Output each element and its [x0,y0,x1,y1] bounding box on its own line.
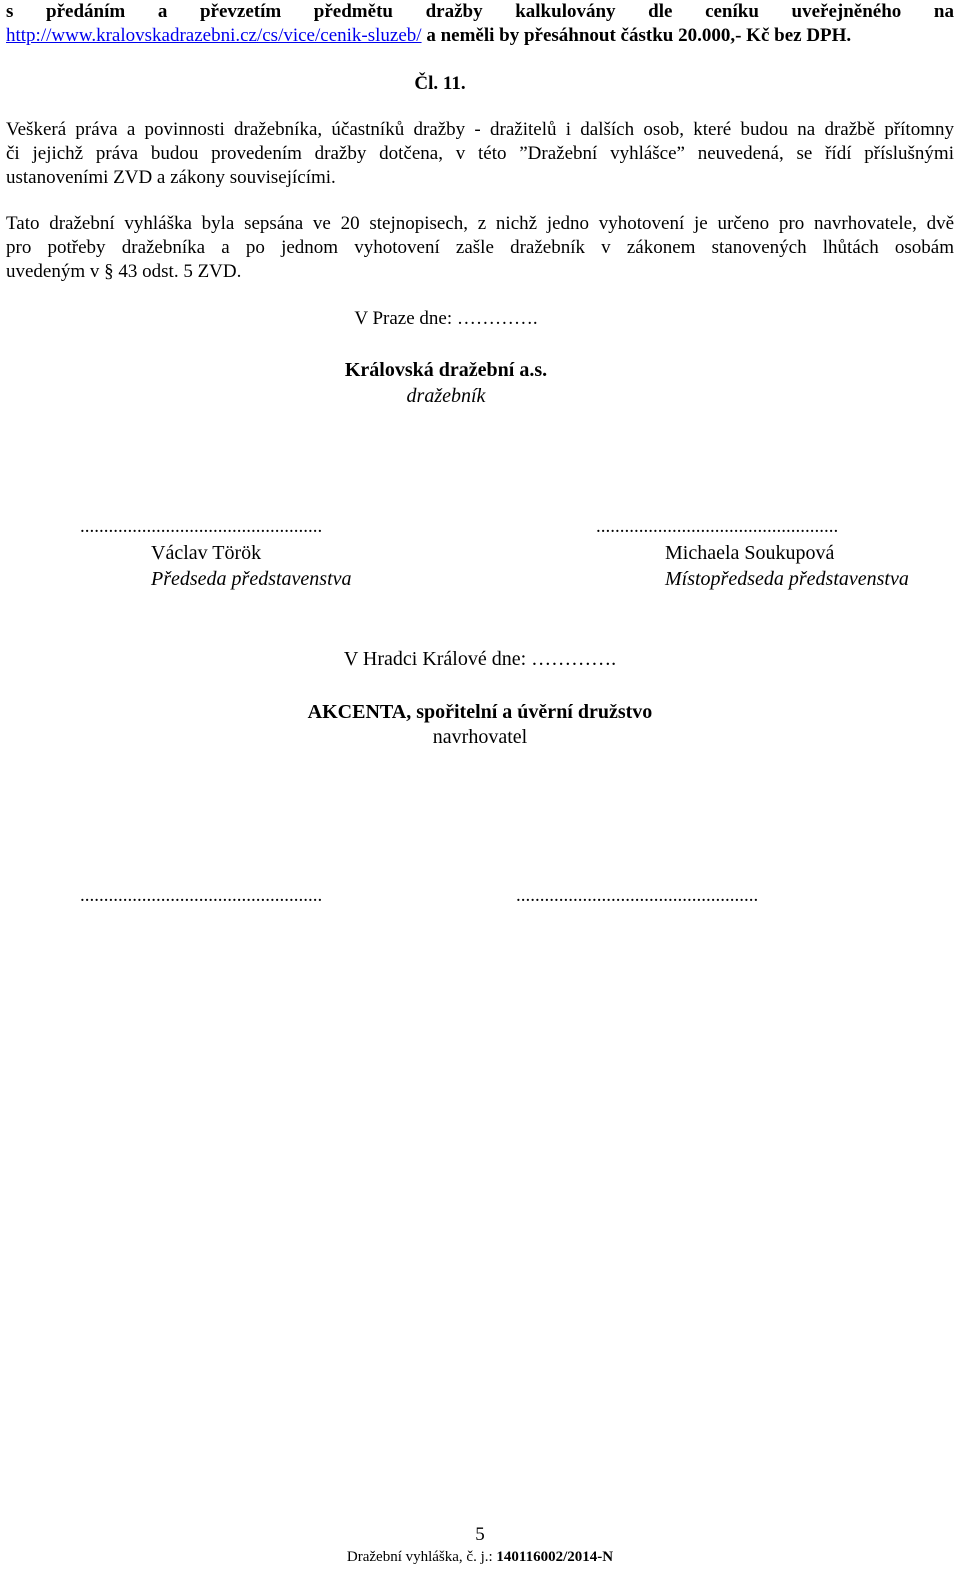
footer-doc-label: Dražební vyhláška, č. j.: [346,1549,497,1565]
page-number: 5 [475,1524,485,1545]
article-para2-line1: Tato dražební vyhláška byla sepsána ve 20 stejnopisech, z nichž jedno vyhotovení je určeno pro navrhovatele, dvě [6,213,954,234]
proposer-place-date: V Hradci Králové dne: …………. [343,648,617,670]
article-para1-line3: ustanoveními ZVD a zákony souvisejícími. [6,167,336,188]
proposer-role: navrhovatel [432,726,528,748]
fee-text-line-2 [6,24,954,48]
proposer-signature-line-right: ................................................... [516,885,759,906]
signature-line-left: ................................................... [80,516,323,537]
document-page [6,0,954,1588]
signatory-name-right: Michaela Soukupová [665,542,835,564]
proposer-signature-line-left: ................................................... [80,885,323,906]
price-list-link[interactable]: http://www.kralovskadrazebni.cz/cs/vice/cenik-sluzeb/ [6,25,422,46]
article-para1-line1: Veškerá práva a povinnosti dražebníka, účastníků dražby - dražitelů i dalších osob, které budou na dražbě přítomny [6,119,954,140]
signature-line-right: ................................................... [596,516,839,537]
footer-doc-ref [6,1547,954,1567]
article-para2-line3: uvedeným v § 43 odst. 5 ZVD. [6,261,242,282]
article-para2-line2: pro potřeby dražebníka a po jednom vyhotovení zašle dražebník v zákonem stanovených lhůtách osobám [6,237,954,258]
footer-doc-number: 140116002/2014-N [496,1549,614,1565]
signatory-position-right: Místopředseda představenstva [665,568,909,590]
auctioneer-place-date: V Praze dne: …………. [354,308,538,329]
fee-text-rest: a neměli by přesáhnout částku 20.000,- Kč bez DPH. [421,25,852,46]
signatory-position-left: Předseda představenstva [151,568,352,590]
auctioneer-role: dražebník [406,385,486,407]
proposer-company: AKCENTA, spořitelní a úvěrní družstvo [307,701,653,723]
article-heading: Čl. 11. [414,73,466,94]
article-para1-line2: či jejichž práva budou provedením dražby dotčena, v této ”Dražební vyhlášce” neuvedená, se řídí příslušnými [6,143,954,164]
signatory-name-left: Václav Török [151,542,262,564]
auctioneer-company: Královská dražební a.s. [344,359,548,381]
fee-text-line-1: s předáním a převzetím předmětu dražby kalkulovány dle ceníku uveřejněného na [6,1,954,22]
